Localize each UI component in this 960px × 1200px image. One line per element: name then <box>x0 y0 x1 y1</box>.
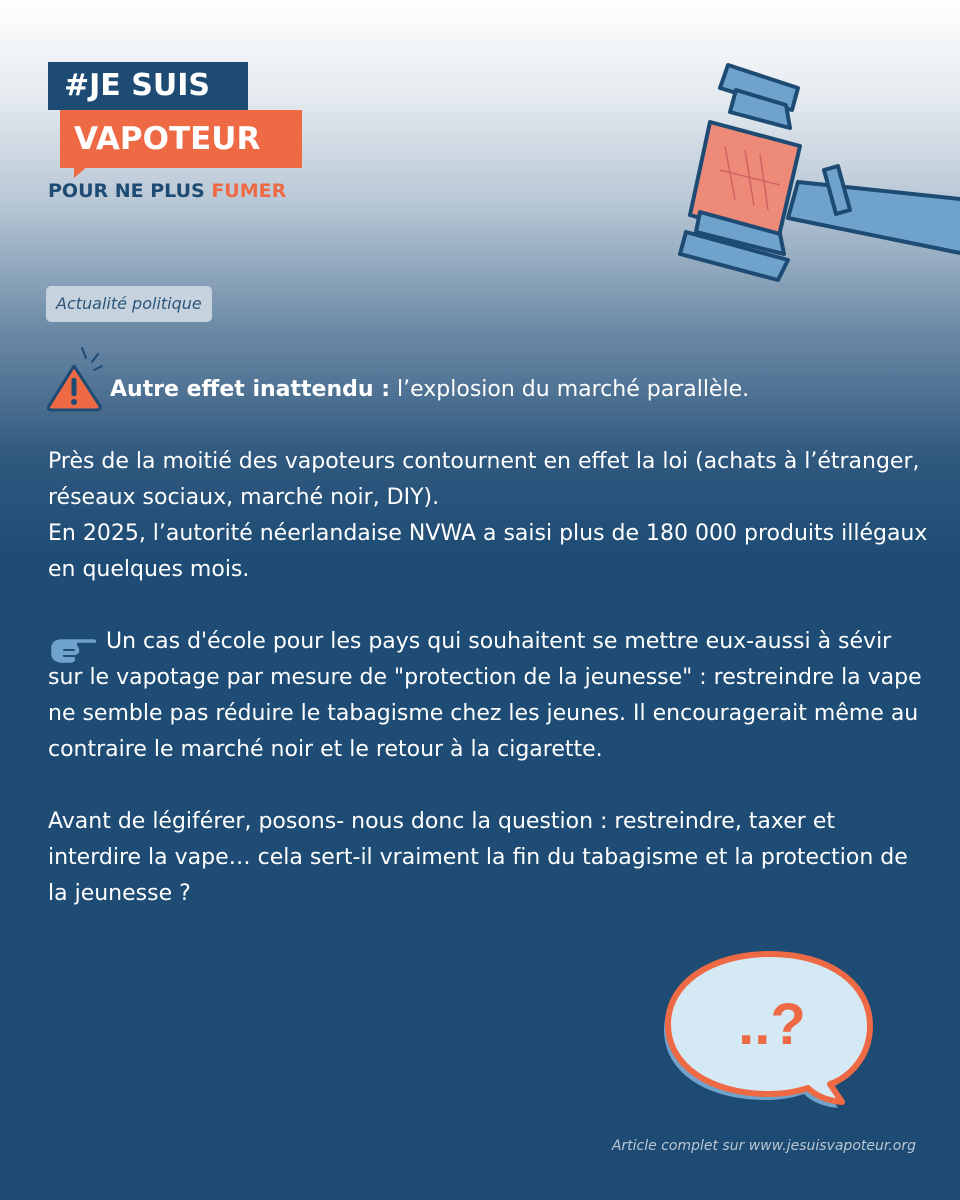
facts-line-b: En 2025, l’autorité néerlandaise NVWA a saisi plus de 180 000 produits illégaux en quelques mois. <box>48 521 928 582</box>
paragraph-facts <box>48 444 928 588</box>
gavel-icon <box>670 50 960 290</box>
question-bubble-icon <box>660 940 880 1110</box>
case-text: Un cas d'école pour les pays qui souhaitent se mettre eux-aussi à sévir sur le vapotage par mesure de "protection de la jeunesse" : restreindre la vape ne semble pas réduire le tabagisme chez les jeunes. Il encouragerait même au contraire le marché noir et le retour à la cigarette. <box>48 629 922 762</box>
paragraph-case <box>48 624 928 768</box>
facts-line-a: Près de la moitié des vapoteurs contournent en effet la loi (achats à l’étranger, réseaux sociaux, marché noir, DIY). <box>48 449 920 510</box>
paragraph-intro <box>48 372 928 408</box>
article-body <box>48 372 928 948</box>
logo-line-2: VAPOTEUR <box>60 110 302 168</box>
category-tag: Actualité politique <box>46 286 212 322</box>
logo-tagline <box>48 180 286 202</box>
footer-link[interactable]: Article complet sur www.jesuisvapoteur.org <box>611 1138 916 1154</box>
intro-rest: l’explosion du marché parallèle. <box>390 377 750 402</box>
logo-speech-tail <box>74 166 88 178</box>
logo-line-1: #JE SUIS <box>48 62 248 110</box>
tagline-prefix: POUR NE PLUS <box>48 180 212 202</box>
intro-bold: Autre effet inattendu : <box>110 377 391 402</box>
tagline-highlight: FUMER <box>211 180 287 202</box>
bubble-text: ..? <box>738 992 806 1057</box>
paragraph-question: Avant de légiférer, posons- nous donc la question : restreindre, taxer et interdire la vape… cela sert-il vraiment la fin du tabagisme et la protection de la jeunesse ? <box>48 809 908 906</box>
